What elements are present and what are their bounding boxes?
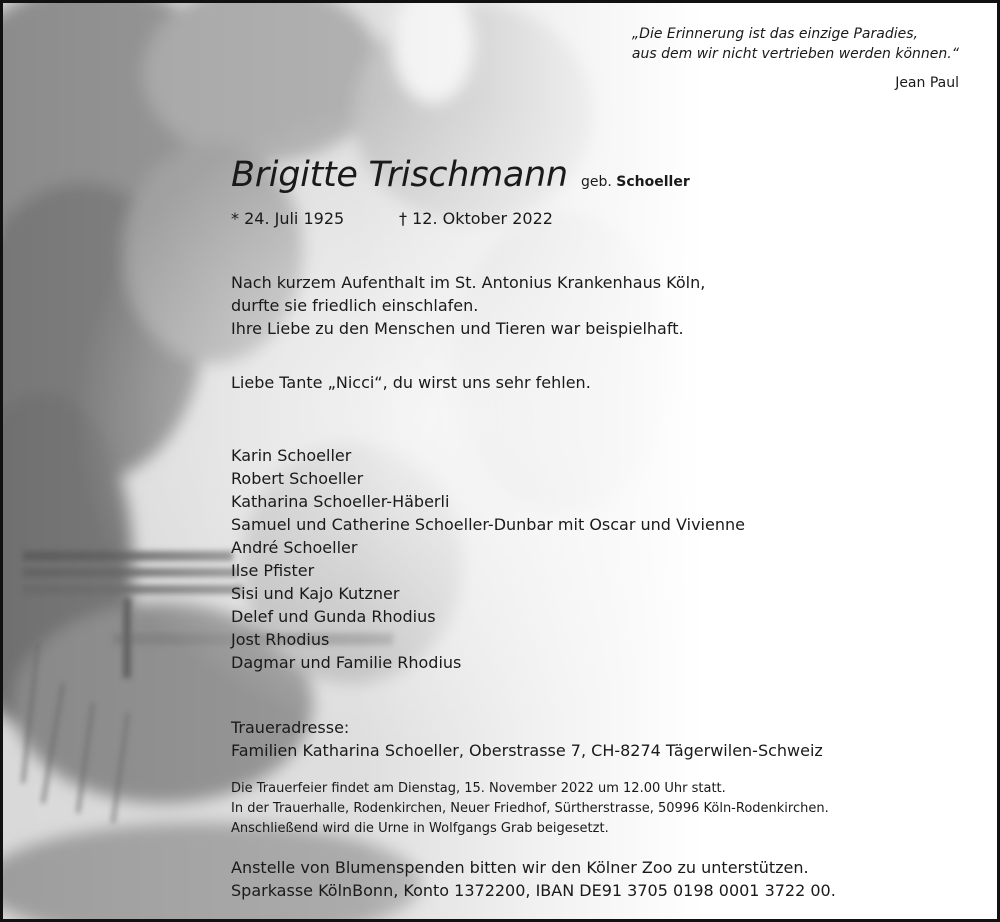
mourners-list bbox=[231, 444, 745, 674]
ceremony-line: Anschließend wird die Urne in Wolfgangs Grab beigesetzt. bbox=[231, 821, 609, 836]
address-value: Familien Katharina Schoeller, Oberstrasse 7, CH-8274 Tägerwilen-Schweiz bbox=[231, 741, 823, 760]
deceased-name: Brigitte Trischmann bbox=[231, 155, 568, 195]
message-line: Ihre Liebe zu den Menschen und Tieren war beispielhaft. bbox=[231, 319, 684, 338]
mourner-name: Jost Rhodius bbox=[231, 630, 330, 649]
message-line: durfte sie friedlich einschlafen. bbox=[231, 296, 479, 315]
mourner-name: Ilse Pfister bbox=[231, 561, 315, 580]
quote-line: „Die Erinnerung ist das einzige Paradies, bbox=[631, 26, 918, 42]
donation-line: Anstelle von Blumenspenden bitten wir den Kölner Zoo zu unterstützen. bbox=[231, 858, 809, 877]
quote-author: Jean Paul bbox=[895, 75, 959, 91]
ceremony-line: In der Trauerhalle, Rodenkirchen, Neuer Friedhof, Sürtherstrasse, 50996 Köln-Rodenkirchen. bbox=[231, 801, 829, 816]
donation-request bbox=[231, 856, 836, 902]
mourner-name: Robert Schoeller bbox=[231, 469, 364, 488]
mourner-name: Samuel und Catherine Schoeller-Dunbar mit Oscar und Vivienne bbox=[231, 515, 745, 534]
message-paragraph bbox=[231, 271, 705, 340]
ceremony-info bbox=[231, 779, 829, 839]
birth-date: * 24. Juli 1925 bbox=[231, 209, 345, 228]
maiden-name-line bbox=[581, 174, 690, 190]
quote-line: aus dem wir nicht vertrieben werden können.“ bbox=[631, 46, 959, 62]
mourner-name: Delef und Gunda Rhodius bbox=[231, 607, 436, 626]
maiden-name: Schoeller bbox=[616, 174, 690, 190]
epigraph-quote bbox=[632, 24, 959, 64]
ceremony-line: Die Trauerfeier findet am Dienstag, 15. November 2022 um 12.00 Uhr statt. bbox=[231, 781, 726, 796]
mourner-name: Katharina Schoeller-Häberli bbox=[231, 492, 450, 511]
mourner-name: Dagmar und Familie Rhodius bbox=[231, 653, 462, 672]
mourner-name: Sisi und Kajo Kutzner bbox=[231, 584, 400, 603]
mourner-name: André Schoeller bbox=[231, 538, 358, 557]
born-prefix: geb. bbox=[581, 174, 612, 190]
message-line: Nach kurzem Aufenthalt im St. Antonius Krankenhaus Köln, bbox=[231, 273, 706, 292]
farewell-line: Liebe Tante „Nicci“, du wirst uns sehr fehlen. bbox=[231, 373, 591, 392]
death-date: † 12. Oktober 2022 bbox=[399, 209, 553, 228]
donation-line: Sparkasse KölnBonn, Konto 1372200, IBAN DE91 3705 0198 0001 3722 00. bbox=[231, 881, 836, 900]
address-label: Traueradresse: bbox=[231, 718, 350, 737]
mourner-name: Karin Schoeller bbox=[231, 446, 352, 465]
mourning-address bbox=[231, 716, 823, 762]
